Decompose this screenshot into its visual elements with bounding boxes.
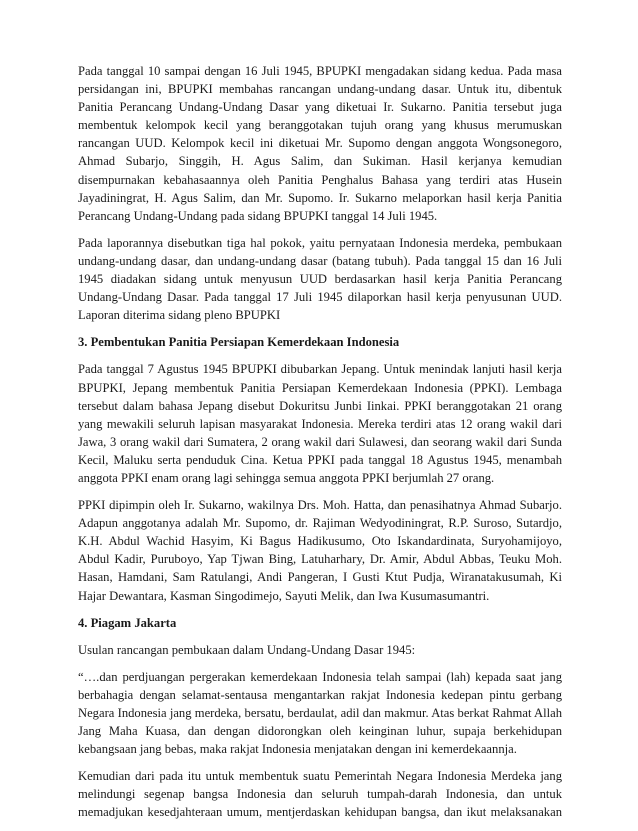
paragraph-ppki-dibentuk: Pada tanggal 7 Agustus 1945 BPUPKI dibubarkan Jepang. Untuk menindak lanjuti hasil kerja BPUPKI, Jepang membentuk Panitia Persiapan Kemerdekaan Indonesia (PPKI). Lembaga tersebut dalam bahasa Jepang disebut Dokuritsu Junbi Iinkai. PPKI beranggotakan 21 orang yang mewakili seluruh lapisan masyarakat Indonesia. Mereka terdiri atas 12 orang wakil dari Jawa, 3 orang wakil dari Sumatera, 2 orang wakil dari Sulawesi, dan seorang wakil dari Sunda Kecil, Maluku serta penduduk Cina. Ketua PPKI pada tanggal 18 Agustus 1945, menambah anggota PPKI enam orang lagi sehingga semua anggota PPKI berjumlah 27 orang.	[78, 362, 562, 485]
document-page	[78, 62, 562, 831]
paragraph-kutipan-lanjutan: Kemudian dari pada itu untuk membentuk suatu Pemerintah Negara Indonesia Merdeka jang melindungi segenap bangsa Indonesia dan seluruh tumpah-darah Indonesia, dan untuk memadjukan kesedjahteraan umum, mentjerdaskan kehidupan bangsa, dan ikut melaksanakan	[78, 769, 562, 820]
paragraph-laporan: Pada laporannya disebutkan tiga hal pokok, yaitu pernyataan Indonesia merdeka, pembukaan undang-undang dasar, dan undang-undang dasar (batang tubuh). Pada tanggal 15 dan 16 Juli 1945 diadakan sidang untuk menyusun UUD berdasarkan hasil kerja Panitia Perancang Undang-Undang Dasar. Pada tanggal 17 Juli 1945 dilaporkan hasil kerja penyusunan UUD. Laporan diterima sidang pleno BPUPKI	[78, 235, 562, 323]
paragraph-ppki-anggota: PPKI dipimpin oleh Ir. Sukarno, wakilnya Drs. Moh. Hatta, dan penasihatnya Ahmad Subarjo. Adapun anggotanya adalah Mr. Supomo, dr. Rajiman Wedyodiningrat, R.P. Suroso, Sutardjo, K.H. Abdul Wachid Hasyim, Ki Bagus Hadikusumo, Oto Iskandardinata, Suryohamijoyo, Abdul Kadir, Puruboyo, Yap Tjwan Bing, Latuharhary, Dr. Amir, Abdul Abbas, Teuku Moh. Hasan, Hamdani, Sam Ratulangi, Andi Pangeran, I Gusti Ktut Pudja, Wiranatakusumah, Ki Hajar Dewantara, Kasman Singodimejo, Sayuti Melik, dan Iwa Kusumasumantri.	[78, 498, 562, 603]
section-heading-ppki: 3. Pembentukan Panitia Persiapan Kemerdekaan Indonesia	[78, 335, 400, 350]
paragraph-kutipan-pembukaan: “….dan perdjuangan pergerakan kemerdekaan Indonesia telah sampai (lah) kepada saat jang berbahagia dengan selamat-sentausa mengantarkan rakjat Indonesia kedepan pintu gerbang Negara Indonesia jang merdeka, bersatu, berdaulat, adil dan makmur. Atas berkat Rahmat Allah Jang Maha Kuasa, dan dengan didorongkan oleh keinginan luhur, supaja berkehidupan kebangsaan jang bebas, maka rakjat Indonesia menjatakan dengan ini kemerdekaannja.	[78, 669, 562, 757]
section-heading-piagam-jakarta: 4. Piagam Jakarta	[78, 615, 177, 630]
paragraph-usulan: Usulan rancangan pembukaan dalam Undang-Undang Dasar 1945:	[78, 642, 416, 657]
paragraph-sidang-kedua: Pada tanggal 10 sampai dengan 16 Juli 1945, BPUPKI mengadakan sidang kedua. Pada masa persidangan ini, BPUPKI membahas rancangan undang-undang dasar. Untuk itu, dibentuk Panitia Perancang Undang-Undang Dasar yang diketuai Ir. Sukarno. Panitia tersebut juga membentuk kelompok kecil yang beranggotakan tujuh orang yang khusus merumuskan rancangan UUD. Kelompok kecil ini diketuai Mr. Supomo dengan anggota Wongsonegoro, Ahmad Subarjo, Singgih, H. Agus Salim, dan Sukiman. Hasil kerjanya kemudian disempurnakan kebahasaannya oleh Panitia Penghalus Bahasa yang terdiri atas Husein Jayadiningrat, H. Agus Salim, dan Mr. Supomo. Ir. Sukarno melaporkan hasil kerja Panitia Perancang Undang-Undang pada sidang BPUPKI tanggal 14 Juli 1945.	[78, 64, 562, 223]
